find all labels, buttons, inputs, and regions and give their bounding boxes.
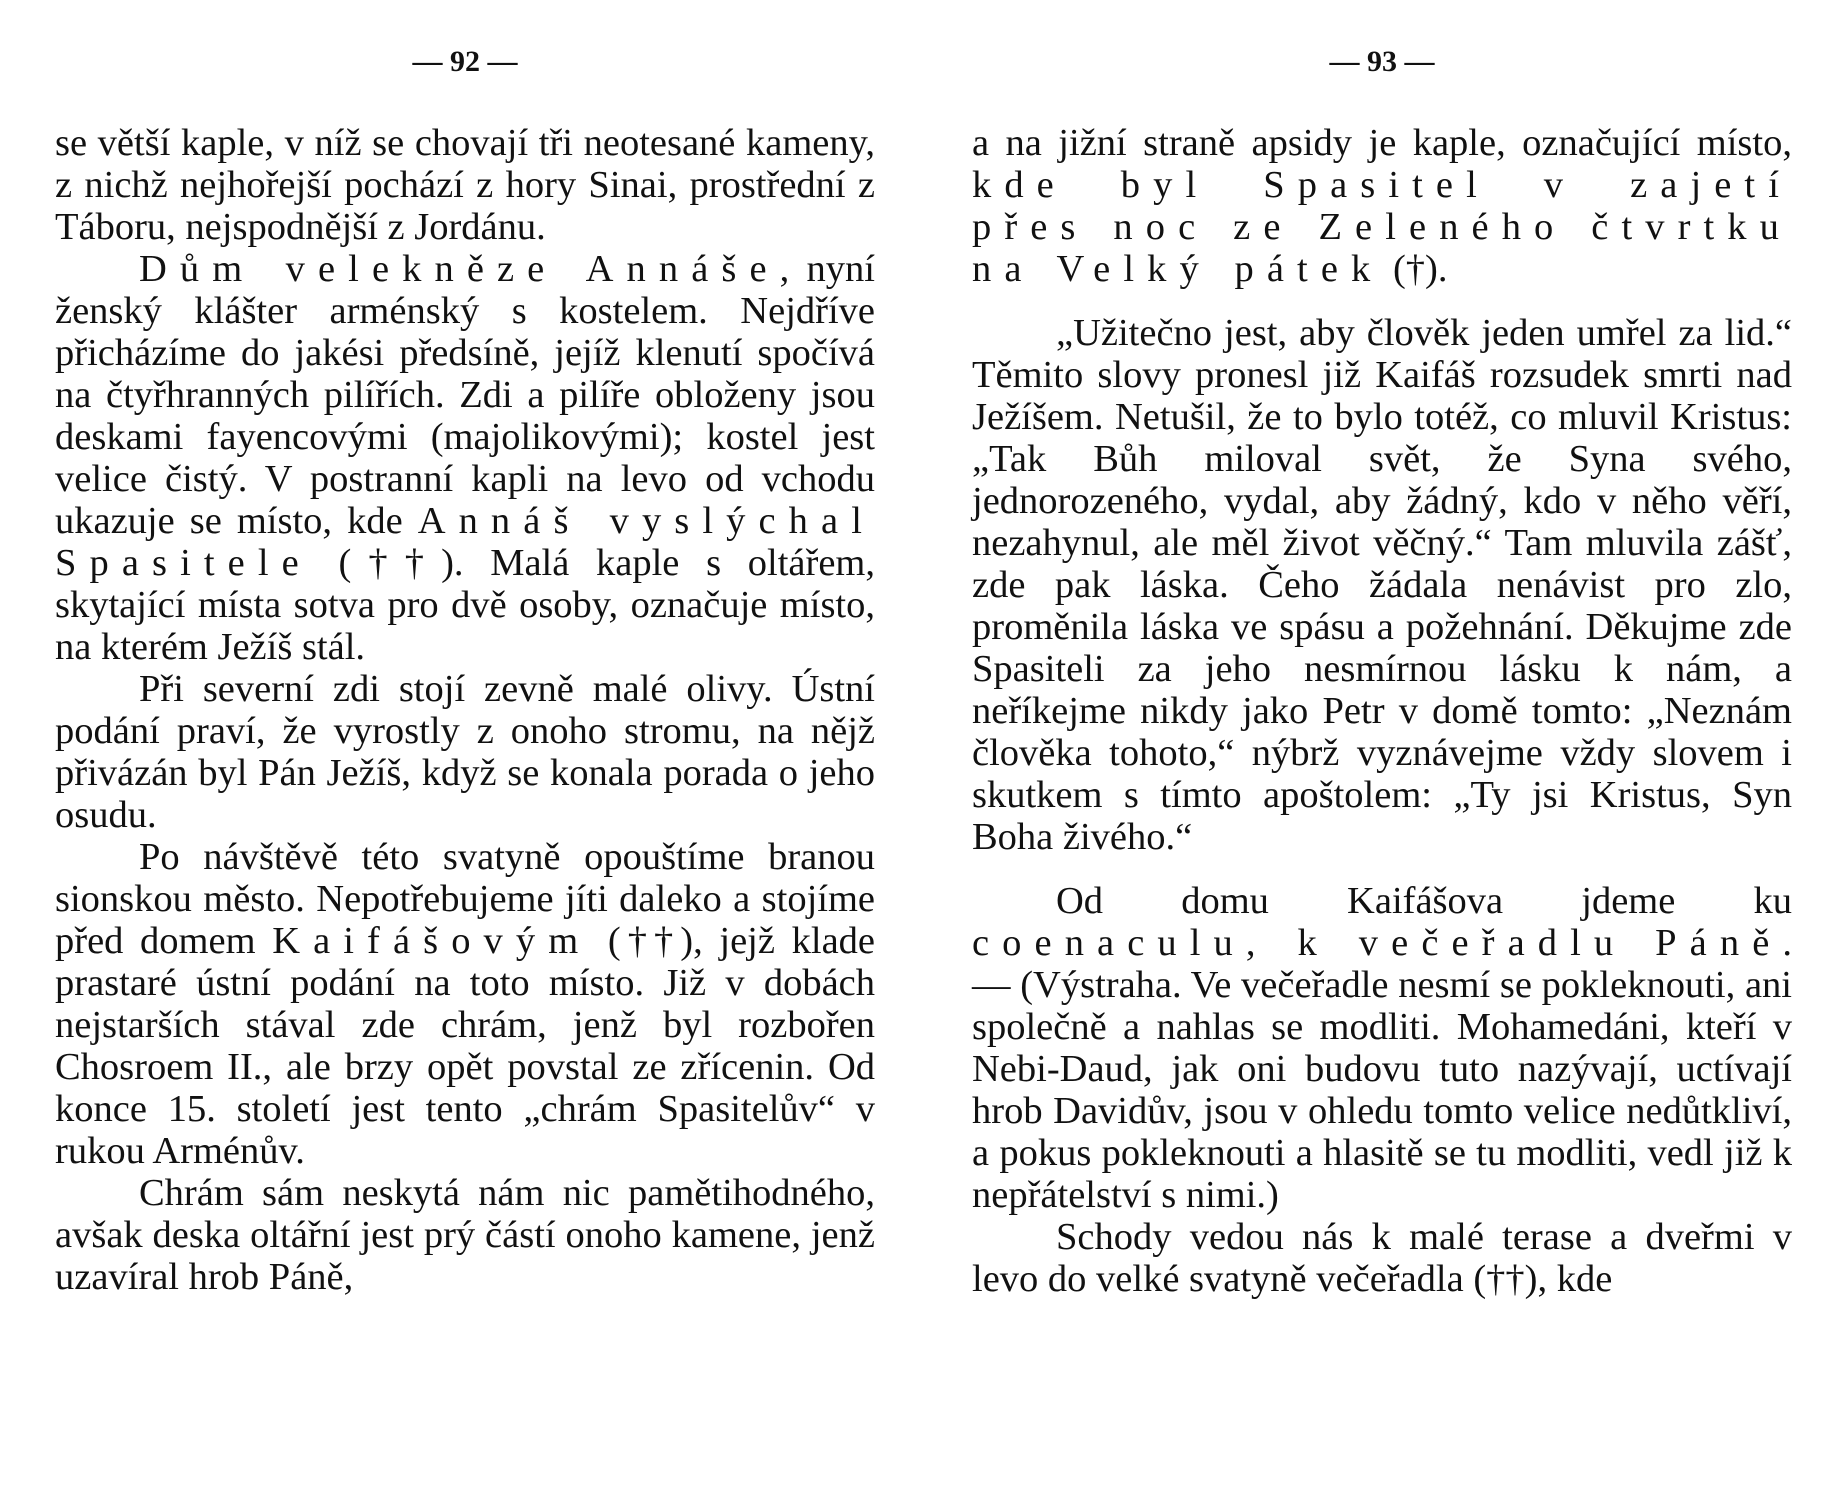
spaced-emphasis: kde byl Spasitel v zajetí přes noc ze Zeleného čtvrtku na Velký pátek (972, 164, 1792, 290)
paragraph (55, 668, 875, 836)
text-run: , nyní ženský klášter arménský s kostelem. Nejdříve přicházíme do jakési předsíně, jejíž klenutí spočívá na čtyřhranných pilířích. Zdi a pilíře obloženy jsou deskami fayencovými (majolikovými); kostel jest velice čistý. V postranní kapli na levo od vchodu ukazuje se místo, kde (55, 248, 875, 542)
text-run: (††). Malá kaple s oltářem, skytající místa sotva pro dvě osoby, označuje místo, na kterém Ježíš stál. (55, 542, 875, 668)
text-run: se větší kaple, v níž se chovají tři neotesané kameny, z nichž nejhořejší pochází z hory Sinai, prostřední z Táboru, nejspodnější z Jordánu. (55, 122, 875, 248)
paragraph (55, 248, 875, 668)
paragraph (55, 1172, 875, 1298)
text-run: . — (Výstraha. Ve večeřadle nesmí se pokleknouti, ani společně a nahlas se modliti. Mohamedáni, kteří v Nebi-Daud, jak oni budovu tuto nazývají, uctívají hrob Davidův, jsou v ohledu tomto velice nedůtkliví, a pokus pokleknouti a hlasitě se tu modliti, vedl již k nepřátelství s nimi.) (972, 922, 1792, 1216)
spaced-emphasis: Annáš vyslýchal Spasitele (55, 500, 875, 584)
text-run: (††), jejž klade prastaré ústní podání na toto místo. Již v dobách nejstarších stával zde chrám, jenž byl rozbořen Chosroem II., ale brzy opět povstal ze zřícenin. Od konce 15. století jest tento „chrám Spasitelův“ v rukou Arménův. (55, 920, 875, 1172)
page-body (972, 122, 1792, 1300)
text-run: „Užitečno jest, aby člověk jeden umřel za lid.“ Těmito slovy pronesl již Kaifáš rozsudek smrti nad Ježíšem. Netušil, že to bylo totéž, co mluvil Kristus: „Tak Bůh miloval svět, že Syna svého, jednorozeného, vydal, aby žádný, kdo v něho věří, nezahynul, ale měl život věčný.“ Tam mluvila zášť, zde pak láska. Čeho žádala nenávist pro zlo, proměnila láska ve spásu a požehnání. Děkujme zde Spasiteli za jeho nesmírnou lásku k nám, a neříkejme nikdy jako Petr v domě tomto: „Neznám člověka tohoto,“ nýbrž vyznávejme vždy slovem i skutkem s tímto apoštolem: „Ty jsi Kristus, Syn Boha živého.“ (972, 312, 1792, 858)
paragraph (972, 122, 1792, 290)
text-run: Schody vedou nás k malé terase a dveřmi v levo do velké svatyně večeřadla (††), kde (972, 1216, 1792, 1300)
paragraph (972, 1216, 1792, 1300)
text-run: Při severní zdi stojí zevně malé olivy. Ústní podání praví, že vyrostly z onoho stromu, na nějž přivázán byl Pán Ježíš, když se konala porada o jeho osudu. (55, 668, 875, 836)
paragraph (55, 836, 875, 1172)
page-number: — 93 — (1329, 45, 1435, 78)
text-run: (†). (1383, 248, 1448, 290)
spaced-emphasis: Dům velekněze Annáše (139, 248, 780, 290)
page-number: — 92 — (412, 45, 518, 78)
text-run: Po návštěvě této svatyně opouštíme branou sionskou město. Nepotřebujeme jíti daleko a stojíme před domem (55, 836, 875, 962)
paragraph (972, 312, 1792, 858)
left-page (55, 40, 875, 1298)
paragraph (55, 122, 875, 248)
page-body (55, 122, 875, 1298)
text-run: a na jižní straně apsidy je kaple, označující místo, (972, 122, 1792, 164)
text-run: Od domu Kaifášova jdeme ku (1056, 880, 1792, 922)
spaced-emphasis: coenaculu, k večeřadlu Páně (972, 922, 1783, 964)
spaced-emphasis: Kaifášovým (272, 920, 592, 962)
text-run: Chrám sám neskytá nám nic pamětihodného, avšak deska oltářní jest prý částí onoho kamene, jenž uzavíral hrob Páně, (55, 1172, 875, 1298)
right-page (972, 40, 1792, 1300)
paragraph (972, 880, 1792, 1216)
